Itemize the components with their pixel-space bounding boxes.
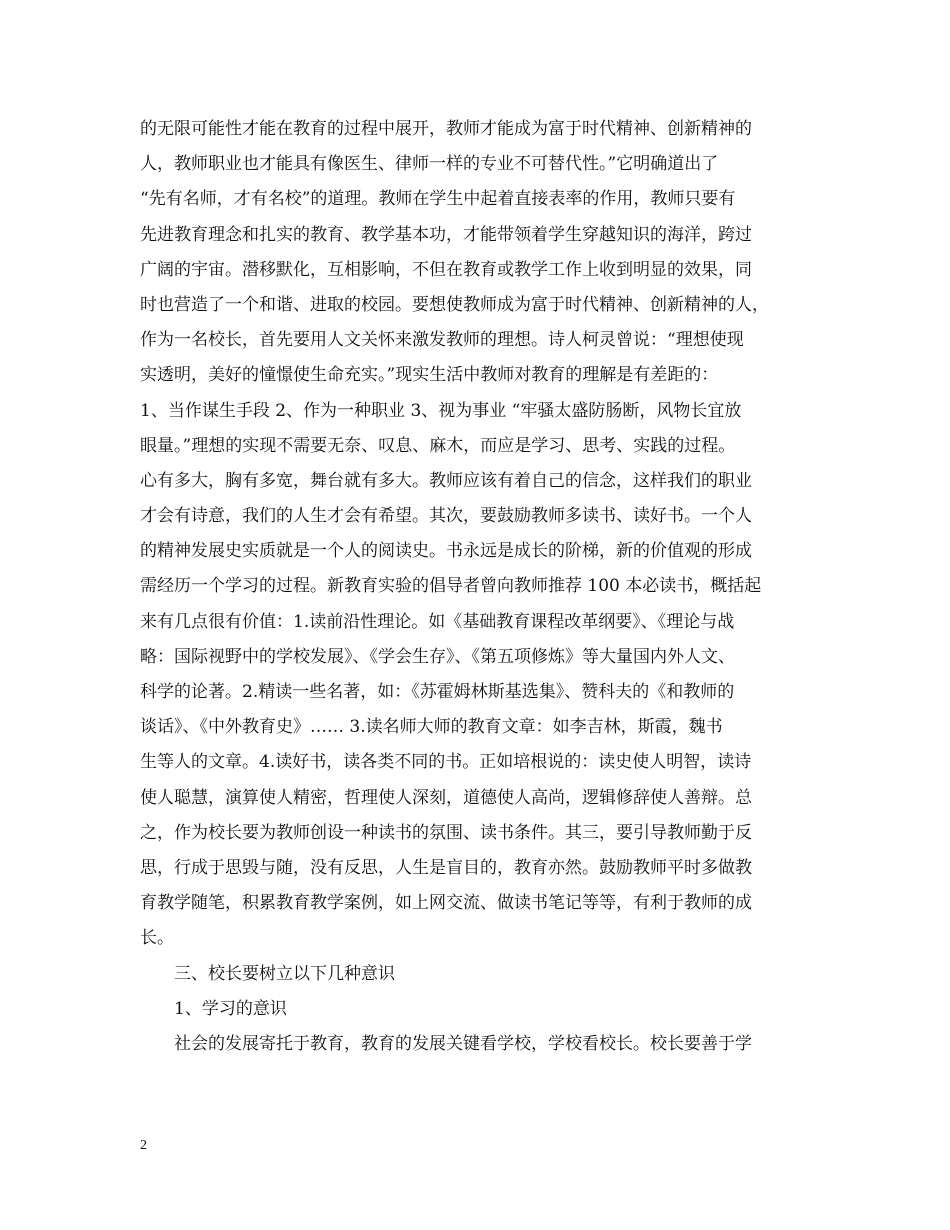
- text-line: 长。: [140, 928, 174, 949]
- text-line: 来有几点很有价值：1.读前沿性理论。如《基础教育课程改革纲要》、《理论与战: [140, 611, 735, 632]
- text-line: 谈话》、《中外教育史》…… 3.读名师大师的教育文章：如李吉林，斯霞，魏书: [140, 717, 723, 738]
- text-line: 之，作为校长要为教师创设一种读书的氛围、读书条件。其三，要引导教师勤于反: [140, 822, 752, 843]
- text-line: 育教学随笔，积累教育教学案例，如上网交流、做读书笔记等等，有利于教师的成: [140, 893, 752, 914]
- text-line: 才会有诗意，我们的人生才会有希望。其次，要鼓励教师多读书、读好书。一个人: [140, 506, 752, 527]
- text-line: 略：国际视野中的学校发展》、《学会生存》、《第五项修炼》等大量国内外人文、: [140, 646, 735, 667]
- text-line: 心有多大，胸有多宽，舞台就有多大。教师应该有着自己的信念，这样我们的职业: [140, 470, 752, 491]
- text-line: 人，教师职业也才能具有像医生、律师一样的专业不可替代性。”它明确道出了: [140, 154, 719, 175]
- body-text: [140, 112, 830, 1062]
- page-number: 2: [140, 1138, 147, 1153]
- text-line: 需经历一个学习的过程。新教育实验的倡导者曾向教师推荐 100 本必读书，概括起: [140, 576, 762, 597]
- text-line: “先有名师，才有名校”的道理。教师在学生中起着直接表率的作用，教师只要有: [140, 189, 736, 210]
- section-heading: 三、校长要树立以下几种意识: [174, 963, 395, 984]
- text-line: 作为一名校长，首先要用人文关怀来激发教师的理想。诗人柯灵曾说：“理想使现: [140, 330, 744, 351]
- text-line: 科学的论著。2.精读一些名著，如：《苏霍姆林斯基选集》、赞科夫的《和教师的: [140, 682, 735, 702]
- text-line: 广阔的宇宙。潜移默化，互相影响，不但在教育或教学工作上收到明显的效果，同: [140, 259, 752, 280]
- text-line: 的无限可能性才能在教育的过程中展开，教师才能成为富于时代精神、创新精神的: [140, 119, 752, 139]
- text-line: 实透明，美好的憧憬使生命充实。”现实生活中教师对教育的理解是有差距的：: [140, 365, 719, 386]
- text-line: 先进教育理念和扎实的教育、教学基本功，才能带领着学生穿越知识的海洋，跨过: [140, 224, 752, 245]
- text-line: 眼量。”理想的实现不需要无奈、叹息、麻木，而应是学习、思考、实践的过程。: [140, 435, 736, 456]
- subsection-heading: 1、学习的意识: [174, 998, 287, 1019]
- text-line: 思，行成于思毁与随，没有反思，人生是盲目的，教育亦然。鼓励教师平时多做教: [140, 857, 752, 878]
- paragraph-first-line: 社会的发展寄托于教育，教育的发展关键看学校，学校看校长。校长要善于学: [174, 1033, 752, 1054]
- text-line: 生等人的文章。4.读好书，读各类不同的书。正如培根说的：读史使人明智，读诗: [140, 752, 752, 773]
- text-line: 时也营造了一个和谐、进取的校园。要想使教师成为富于时代精神、创新精神的人，: [140, 294, 769, 315]
- text-line: 使人聪慧，演算使人精密，哲理使人深刻，道德使人高尚，逻辑修辞使人善辩。总: [140, 787, 752, 808]
- text-line: 1、当作谋生手段 2、作为一种职业 3、视为事业 “牢骚太盛防肠断，风物长宜放: [140, 400, 742, 421]
- text-line: 的精神发展史实质就是一个人的阅读史。书永远是成长的阶梯，新的价值观的形成: [140, 541, 752, 562]
